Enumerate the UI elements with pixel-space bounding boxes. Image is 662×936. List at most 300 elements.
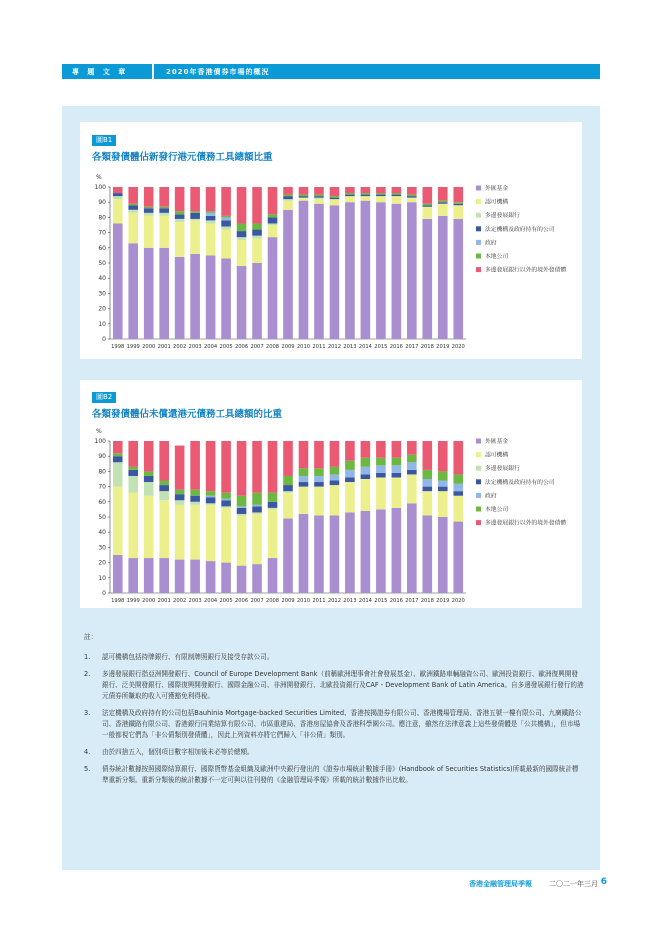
x-tick-label: 2020 — [451, 598, 465, 604]
bar-segment — [113, 196, 123, 199]
x-tick-label: 2017 — [405, 344, 419, 350]
bar-segment — [407, 202, 417, 339]
bar-segment — [206, 220, 216, 223]
y-tick-label: 0 — [102, 336, 106, 343]
y-tick-label: 20 — [98, 559, 106, 567]
bar-segment — [345, 512, 355, 593]
bar-segment — [299, 187, 309, 195]
bar-segment — [175, 494, 185, 500]
note-number: 3. — [84, 709, 91, 717]
bar-segment — [159, 481, 169, 486]
x-tick-label: 1998 — [111, 598, 125, 604]
bar-segment — [268, 441, 278, 493]
bar-segment — [252, 441, 262, 493]
note-item — [84, 764, 584, 786]
bar-segment — [376, 477, 386, 509]
bar-segment — [314, 204, 324, 339]
bar-segment — [268, 237, 278, 339]
bar-segment — [128, 493, 138, 558]
bar-segment — [314, 468, 324, 476]
bar-segment — [345, 461, 355, 470]
bar-segment — [376, 509, 386, 593]
legend-label: 法定機構及政府持有的公司 — [485, 479, 555, 486]
bar-segment — [237, 514, 247, 516]
bar-segment — [407, 474, 417, 503]
bar-segment — [314, 187, 324, 195]
bar-segment — [407, 503, 417, 593]
chart-b1-tag: 圖B1 — [92, 135, 116, 146]
bar-segment — [268, 558, 278, 593]
bar-segment — [299, 514, 309, 593]
bar-segment — [314, 195, 324, 197]
y-tick-label: 30 — [98, 290, 106, 298]
x-tick-label: 2000 — [142, 344, 156, 350]
bar-segment — [376, 195, 386, 197]
legend-swatch — [476, 439, 481, 444]
bar-segment — [283, 199, 293, 201]
bar-segment — [159, 208, 169, 213]
bar-segment — [299, 487, 309, 514]
bar-segment — [345, 193, 355, 195]
bar-segment — [438, 441, 448, 471]
bar-segment — [175, 187, 185, 211]
bar-segment — [237, 231, 247, 237]
bar-segment — [361, 187, 371, 193]
bar-segment — [175, 257, 185, 339]
note-item — [84, 747, 584, 758]
bar-segment — [144, 476, 154, 482]
x-tick-label: 2008 — [265, 598, 280, 604]
bar-segment — [144, 208, 154, 213]
bar-segment — [159, 491, 169, 500]
bar-segment — [407, 196, 417, 198]
bar-segment — [252, 236, 262, 239]
x-tick-label: 2007 — [250, 598, 264, 604]
bar-segment — [190, 211, 200, 213]
bar-segment — [252, 230, 262, 236]
footer-date: 二〇二一年三月 — [549, 880, 598, 888]
y-tick-label: 60 — [98, 244, 106, 252]
bar-segment — [376, 473, 386, 478]
bar-segment — [190, 220, 200, 253]
y-tick-label: 90 — [98, 453, 106, 461]
bar-segment — [237, 266, 247, 339]
bar-segment — [314, 487, 324, 516]
bar-segment — [175, 490, 185, 495]
bar-segment — [268, 225, 278, 237]
bar-segment — [361, 195, 371, 197]
bar-segment — [159, 441, 169, 481]
x-tick-label: 2000 — [142, 598, 156, 604]
bar-segment — [113, 462, 123, 486]
bar-segment — [237, 441, 247, 496]
legend-label: 認可機構 — [485, 452, 509, 459]
bar-segment — [392, 196, 402, 204]
bar-segment — [330, 467, 340, 475]
bar-segment — [268, 493, 278, 502]
bar-segment — [330, 205, 340, 339]
x-tick-label: 2010 — [296, 344, 311, 350]
bar-segment — [159, 213, 169, 216]
bar-segment — [128, 441, 138, 467]
bar-segment — [438, 202, 448, 204]
bar-segment — [190, 560, 200, 593]
bar-segment — [128, 213, 138, 243]
bar-segment — [392, 465, 402, 473]
bar-segment — [376, 465, 386, 473]
y-tick-label: 100 — [94, 438, 106, 445]
bar-segment — [392, 458, 402, 466]
bar-segment — [144, 471, 154, 476]
bar-segment — [252, 514, 262, 564]
bar-segment — [206, 496, 216, 498]
bar-segment — [144, 187, 154, 207]
bar-segment — [423, 207, 433, 219]
legend-label: 法定機構及政府持有的公司 — [485, 226, 555, 233]
bar-segment — [128, 558, 138, 593]
y-tick-label: 40 — [98, 529, 106, 537]
bar-segment — [345, 202, 355, 339]
bar-segment — [299, 198, 309, 201]
bar-segment — [221, 258, 231, 339]
legend-label: 認可機構 — [485, 199, 509, 206]
bar-segment — [330, 196, 340, 198]
bar-segment — [159, 500, 169, 558]
y-tick-label: 10 — [98, 320, 106, 328]
bar-segment — [190, 502, 200, 505]
bar-segment — [190, 187, 200, 211]
bar-segment — [144, 213, 154, 216]
bar-segment — [423, 487, 433, 492]
bar-segment — [113, 453, 123, 456]
legend-swatch — [476, 186, 481, 191]
x-tick-label: 2011 — [312, 344, 326, 350]
page-number: 6 — [600, 877, 607, 887]
x-tick-label: 2007 — [250, 344, 264, 350]
bar-segment — [144, 496, 154, 558]
y-tick-label: 80 — [98, 468, 106, 476]
bar-segment — [376, 187, 386, 193]
bar-segment — [407, 470, 417, 475]
bar-segment — [206, 216, 216, 221]
bar-segment — [314, 482, 324, 487]
bar-segment — [221, 499, 231, 501]
bar-segment — [237, 496, 247, 507]
bar-segment — [221, 217, 231, 220]
bar-segment — [438, 517, 448, 593]
legend-label: 政府 — [485, 240, 497, 247]
y-tick-label: 10 — [98, 574, 106, 582]
x-tick-label: 2005 — [219, 344, 233, 350]
bar-segment — [175, 214, 185, 219]
note-number: 1. — [84, 653, 91, 661]
bar-segment — [423, 515, 433, 593]
bar-segment — [190, 496, 200, 502]
chart-b1-title: 各類發債體佔新發行港元債務工具總額比重 — [92, 152, 273, 163]
bar-segment — [128, 476, 138, 493]
bar-segment — [252, 263, 262, 339]
x-tick-label: 2005 — [219, 598, 233, 604]
bar-segment — [283, 210, 293, 339]
x-tick-label: 2004 — [204, 344, 218, 350]
bar-segment — [345, 470, 355, 478]
note-text: 債券統計數據按照國際結算銀行、國際貨幣基金組織及歐洲中央銀行發出的《證券市場統計數據手冊》(Handbook of Securities Statistics)所載最新的國際統計標準重新分類。重新分類後的統計數據不一定可與以往刊發的《金融管理局季報》所載的統計數據作出比較。 — [102, 765, 579, 784]
bar-segment — [283, 195, 293, 197]
bar-segment — [237, 506, 247, 508]
bar-segment — [438, 201, 448, 203]
bar-segment — [221, 230, 231, 259]
bar-segment — [268, 214, 278, 217]
bar-segment — [206, 255, 216, 339]
legend-swatch — [476, 254, 481, 259]
bar-segment — [190, 505, 200, 560]
y-unit-label: % — [96, 174, 102, 181]
bar-segment — [438, 204, 448, 216]
bar-segment — [345, 195, 355, 197]
bar-segment — [345, 187, 355, 193]
legend-swatch — [476, 493, 481, 498]
footer-publication: 香港金融管理局季報 — [469, 880, 532, 888]
bar-segment — [330, 485, 340, 515]
bar-segment — [283, 476, 293, 485]
bar-segment — [144, 216, 154, 248]
bar-segment — [330, 199, 340, 205]
bar-segment — [453, 491, 463, 496]
bar-segment — [128, 187, 138, 204]
legend-swatch — [476, 520, 481, 525]
bar-segment — [144, 207, 154, 209]
x-tick-label: 2016 — [389, 598, 403, 604]
bar-segment — [453, 205, 463, 219]
x-tick-label: 2020 — [451, 344, 465, 350]
bar-segment — [299, 476, 309, 482]
bar-segment — [330, 515, 340, 593]
bar-segment — [190, 441, 200, 490]
bar-segment — [128, 243, 138, 339]
y-tick-label: 20 — [98, 305, 106, 313]
bar-segment — [268, 502, 278, 508]
x-tick-label: 2002 — [173, 598, 187, 604]
legend-swatch — [476, 466, 481, 471]
bar-segment — [299, 196, 309, 198]
bar-segment — [237, 566, 247, 593]
bar-segment — [423, 491, 433, 515]
bar-segment — [453, 187, 463, 202]
bar-segment — [159, 248, 169, 339]
x-tick-label: 2001 — [157, 598, 171, 604]
bar-segment — [299, 468, 309, 476]
bar-segment — [190, 219, 200, 221]
bar-segment — [314, 515, 324, 593]
bar-segment — [283, 485, 293, 491]
bar-segment — [221, 563, 231, 593]
bar-segment — [252, 505, 262, 507]
bar-segment — [345, 477, 355, 482]
x-tick-label: 2016 — [389, 344, 403, 350]
legend-swatch — [476, 267, 481, 272]
x-tick-label: 1998 — [111, 344, 125, 350]
bar-segment — [190, 490, 200, 496]
legend-swatch — [476, 452, 481, 457]
note-text: 法定機構及政府持有的公司包括Bauhinia Mortgage-backed Securities Limited、香港按揭證券有限公司、香港機場管理局、香港五號一樓有限公司、九廣鐵路公司、香港鐵路有限公司、香港銀行同業結算有限公司、市區重建局、香港房屋協會及香港科學園公司。應注意，雖然在法律意義上這些發債體是「公共機構」，但市場一般都視它們為「非公債類別發債體」，因此上列資料亦將它們歸入「非公債」類別。 — [102, 709, 582, 739]
bar-segment — [268, 187, 278, 214]
y-tick-label: 80 — [98, 214, 106, 222]
bar-segment — [438, 487, 448, 492]
bar-segment — [159, 485, 169, 491]
note-text: 認可機構包括持牌銀行、有限制牌照銀行及接受存款公司。 — [102, 653, 274, 661]
bar-segment — [361, 458, 371, 467]
bar-segment — [283, 196, 293, 199]
bar-segment — [283, 493, 293, 519]
bar-segment — [283, 201, 293, 210]
legend-swatch — [476, 240, 481, 245]
bar-segment — [206, 491, 216, 496]
bar-segment — [345, 441, 355, 461]
bar-segment — [252, 187, 262, 223]
x-tick-label: 2003 — [188, 344, 202, 350]
bar-segment — [423, 205, 433, 207]
x-tick-label: 2019 — [436, 344, 450, 350]
bar-segment — [175, 211, 185, 214]
bar-segment — [175, 219, 185, 222]
x-tick-label: 2010 — [296, 598, 311, 604]
bar-segment — [299, 195, 309, 197]
x-tick-label: 2012 — [327, 598, 342, 604]
bar-segment — [206, 497, 216, 503]
bar-segment — [407, 187, 417, 195]
bar-segment — [252, 223, 262, 229]
bar-segment — [113, 456, 123, 462]
bar-segment — [392, 193, 402, 195]
bar-segment — [453, 441, 463, 474]
y-tick-label: 60 — [98, 498, 106, 506]
y-tick-label: 50 — [98, 514, 106, 521]
bar-segment — [438, 216, 448, 339]
legend-swatch — [476, 226, 481, 231]
bar-segment — [361, 467, 371, 475]
legend-label: 本地公司 — [485, 507, 509, 513]
bar-segment — [376, 196, 386, 202]
bar-segment — [175, 560, 185, 593]
bar-segment — [407, 455, 417, 463]
x-tick-label: 2009 — [281, 344, 295, 350]
bar-segment — [314, 476, 324, 482]
bar-segment — [206, 223, 216, 255]
y-tick-label: 90 — [98, 199, 106, 207]
chart-b2-tag: 圖B2 — [92, 392, 116, 403]
bar-segment — [252, 493, 262, 505]
bar-segment — [392, 473, 402, 478]
bar-segment — [423, 470, 433, 479]
bar-segment — [237, 240, 247, 266]
bar-segment — [113, 555, 123, 593]
bar-segment — [190, 213, 200, 219]
x-tick-label: 2003 — [188, 598, 202, 604]
bar-segment — [206, 441, 216, 491]
bar-segment — [144, 558, 154, 593]
bar-segment — [237, 237, 247, 240]
bar-segment — [361, 441, 371, 458]
bar-segment — [159, 216, 169, 248]
bar-segment — [407, 198, 417, 203]
bar-segment — [314, 199, 324, 204]
note-text: 多邊發展銀行指亞洲開發銀行、Council of Europe Development Bank（前稱歐洲理事會社會發展基金）、歐洲鐵路車輛融資公司、歐洲投資銀行、歐洲復興開發銀行、泛美開發銀行、國際復興開發銀行、國際金融公司、非洲開發銀行、北歐投資銀行及CAF - Development Bank of Latin America。自多邊發展銀行發行的港元債券所賺取的收入可獲豁免利得稅。 — [102, 670, 584, 700]
bar-segment — [206, 505, 216, 561]
article-title: 2020年香港債券市場的概況 — [154, 64, 600, 79]
bar-segment — [221, 227, 231, 230]
bar-segment — [423, 204, 433, 206]
bar-segment — [283, 441, 293, 476]
bar-segment — [206, 211, 216, 213]
bar-segment — [438, 471, 448, 480]
bar-segment — [361, 193, 371, 195]
y-unit-label: % — [96, 428, 102, 435]
bar-segment — [252, 564, 262, 593]
bar-segment — [206, 503, 216, 505]
bar-segment — [206, 187, 216, 211]
bar-segment — [144, 482, 154, 496]
x-tick-label: 2013 — [343, 344, 357, 350]
bar-segment — [221, 493, 231, 499]
bar-segment — [128, 204, 138, 206]
legend-swatch — [476, 199, 481, 204]
legend-label: 多邊發展銀行 — [485, 466, 520, 473]
y-tick-label: 40 — [98, 275, 106, 283]
bar-segment — [376, 193, 386, 195]
bar-segment — [113, 223, 123, 339]
bar-segment — [345, 482, 355, 512]
bar-segment — [330, 441, 340, 467]
bar-segment — [221, 500, 231, 506]
x-tick-label: 2002 — [173, 344, 187, 350]
bar-segment — [283, 187, 293, 195]
bar-segment — [330, 481, 340, 486]
bar-segment — [392, 441, 402, 458]
bar-segment — [423, 479, 433, 487]
legend-label: 本地公司 — [485, 254, 509, 260]
bar-segment — [221, 506, 231, 508]
bar-segment — [283, 491, 293, 493]
bar-segment — [392, 204, 402, 339]
x-tick-label: 2013 — [343, 598, 357, 604]
bar-segment — [190, 254, 200, 339]
bar-segment — [392, 477, 402, 507]
bar-segment — [221, 508, 231, 563]
bar-segment — [113, 187, 123, 193]
x-tick-label: 2012 — [327, 344, 342, 350]
bar-segment — [268, 217, 278, 223]
bar-segment — [453, 202, 463, 204]
notes-heading: 註： — [84, 633, 98, 641]
bar-segment — [159, 558, 169, 593]
chart-b2 — [80, 380, 582, 608]
bar-segment — [144, 441, 154, 471]
bar-segment — [206, 561, 216, 593]
bar-segment — [268, 509, 278, 558]
bar-segment — [330, 474, 340, 480]
bar-segment — [453, 522, 463, 593]
y-tick-label: 50 — [98, 260, 106, 267]
bar-segment — [453, 484, 463, 492]
legend-label: 多邊發展銀行以外的境外發債體 — [485, 520, 567, 527]
bar-segment — [237, 508, 247, 514]
bar-segment — [345, 196, 355, 202]
legend-label: 多邊發展銀行以外的境外發債體 — [485, 267, 567, 274]
bar-segment — [392, 508, 402, 593]
y-tick-label: 0 — [102, 590, 106, 597]
bar-segment — [361, 511, 371, 593]
bar-segment — [268, 223, 278, 225]
